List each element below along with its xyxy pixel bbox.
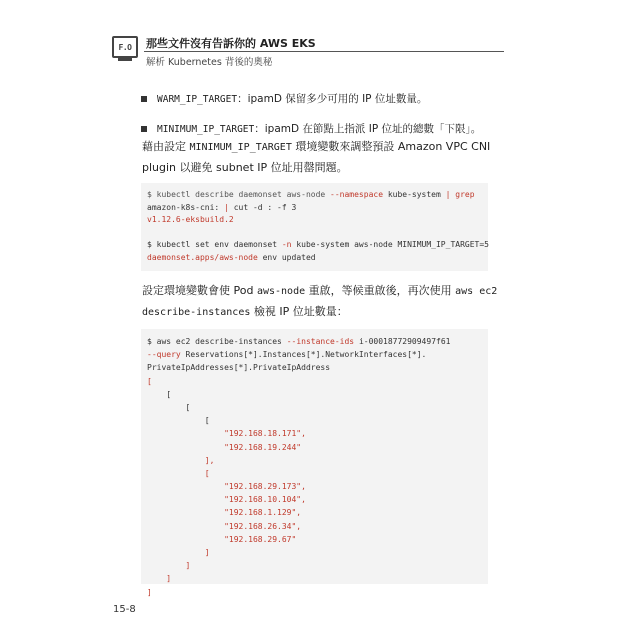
json-bracket: ] xyxy=(166,574,172,584)
json-bracket: ] xyxy=(147,587,152,597)
json-bracket: [ xyxy=(185,402,191,412)
bullet-item xyxy=(141,88,511,110)
bullet-text: ：ipamD 保留多少可用的 IP 位址數量。 xyxy=(237,93,428,105)
code-line: $ kubectl set env daemonset -n kube-system aws-node MINIMUM_IP_TARGET=5 xyxy=(147,240,489,250)
ip-address: "192.168.18.171", xyxy=(224,429,306,439)
code-line: v1.12.6-eksbuild.2 xyxy=(147,215,234,225)
page-number: 15-8 xyxy=(113,604,136,615)
code-block-kubectl xyxy=(141,183,488,271)
code-line: $ aws ec2 describe-instances --instance-ids i-00018772909497f61 xyxy=(147,337,451,346)
inline-code: aws ec2 describe-instances xyxy=(142,286,498,318)
json-bracket: [ xyxy=(204,416,210,426)
ip-address: "192.168.29.67" xyxy=(224,534,297,544)
code-line: PrivateIpAddresses[*].PrivateIpAddress xyxy=(147,363,331,373)
bullet-code: WARM_IP_TARGET xyxy=(157,94,238,105)
square-bullet-icon xyxy=(141,126,147,132)
header-divider xyxy=(144,51,504,52)
ip-address: "192.168.26.34", xyxy=(224,521,302,531)
code-line: $ kubectl describe daemonset aws-node --namespace kube-system | grep xyxy=(147,190,475,199)
json-bracket: [ xyxy=(147,376,152,386)
header-subtitle: 解析 Kubernetes 背後的奧秘 xyxy=(146,57,273,68)
ip-address: "192.168.10.104", xyxy=(224,495,306,505)
json-bracket: ] xyxy=(185,561,191,571)
header-title: 那些文件沒有告訴你的 AWS EKS xyxy=(146,37,316,50)
json-bracket: [ xyxy=(166,389,172,399)
ip-address: "192.168.29.173", xyxy=(224,482,306,492)
json-bracket: ], xyxy=(204,455,215,465)
bullet-text: ：ipamD 在節點上指派 IP 位址的總數「下限」。 xyxy=(254,123,482,135)
paragraph-restart: 設定環境變數會使 Pod aws-node 重啟，等候重啟後，再次使用 aws ec2 describe-instances 檢視 IP 位址數量： xyxy=(142,284,498,318)
code-block-describe-instances xyxy=(141,329,488,597)
json-bracket: ] xyxy=(204,548,210,557)
ip-address: "192.168.19.244" xyxy=(224,442,302,452)
code-line: amazon-k8s-cni: | cut -d : -f 3 xyxy=(147,202,297,212)
inline-code: aws-node xyxy=(256,286,306,297)
code-line-blank xyxy=(147,227,482,240)
inline-code: MINIMUM_IP_TARGET xyxy=(189,142,292,153)
square-bullet-icon xyxy=(141,96,147,102)
code-line: daemonset.apps/aws-node env updated xyxy=(147,252,316,262)
page-header xyxy=(112,34,504,74)
code-line: --query Reservations[*].Instances[*].NetworkInterfaces[*]. xyxy=(147,350,427,360)
bullet-code: MINIMUM_IP_TARGET xyxy=(157,124,255,135)
monitor-logo-icon: F.O xyxy=(112,36,138,58)
paragraph-env-var: 藉由設定 MINIMUM_IP_TARGET 環境變數來調整預設 Amazon VPC CNI plugin 以避免 subnet IP 位址用罄問題。 xyxy=(142,140,491,174)
ip-address: "192.168.1.129", xyxy=(224,508,302,518)
monitor-stand xyxy=(118,58,132,61)
json-bracket: [ xyxy=(204,468,210,478)
